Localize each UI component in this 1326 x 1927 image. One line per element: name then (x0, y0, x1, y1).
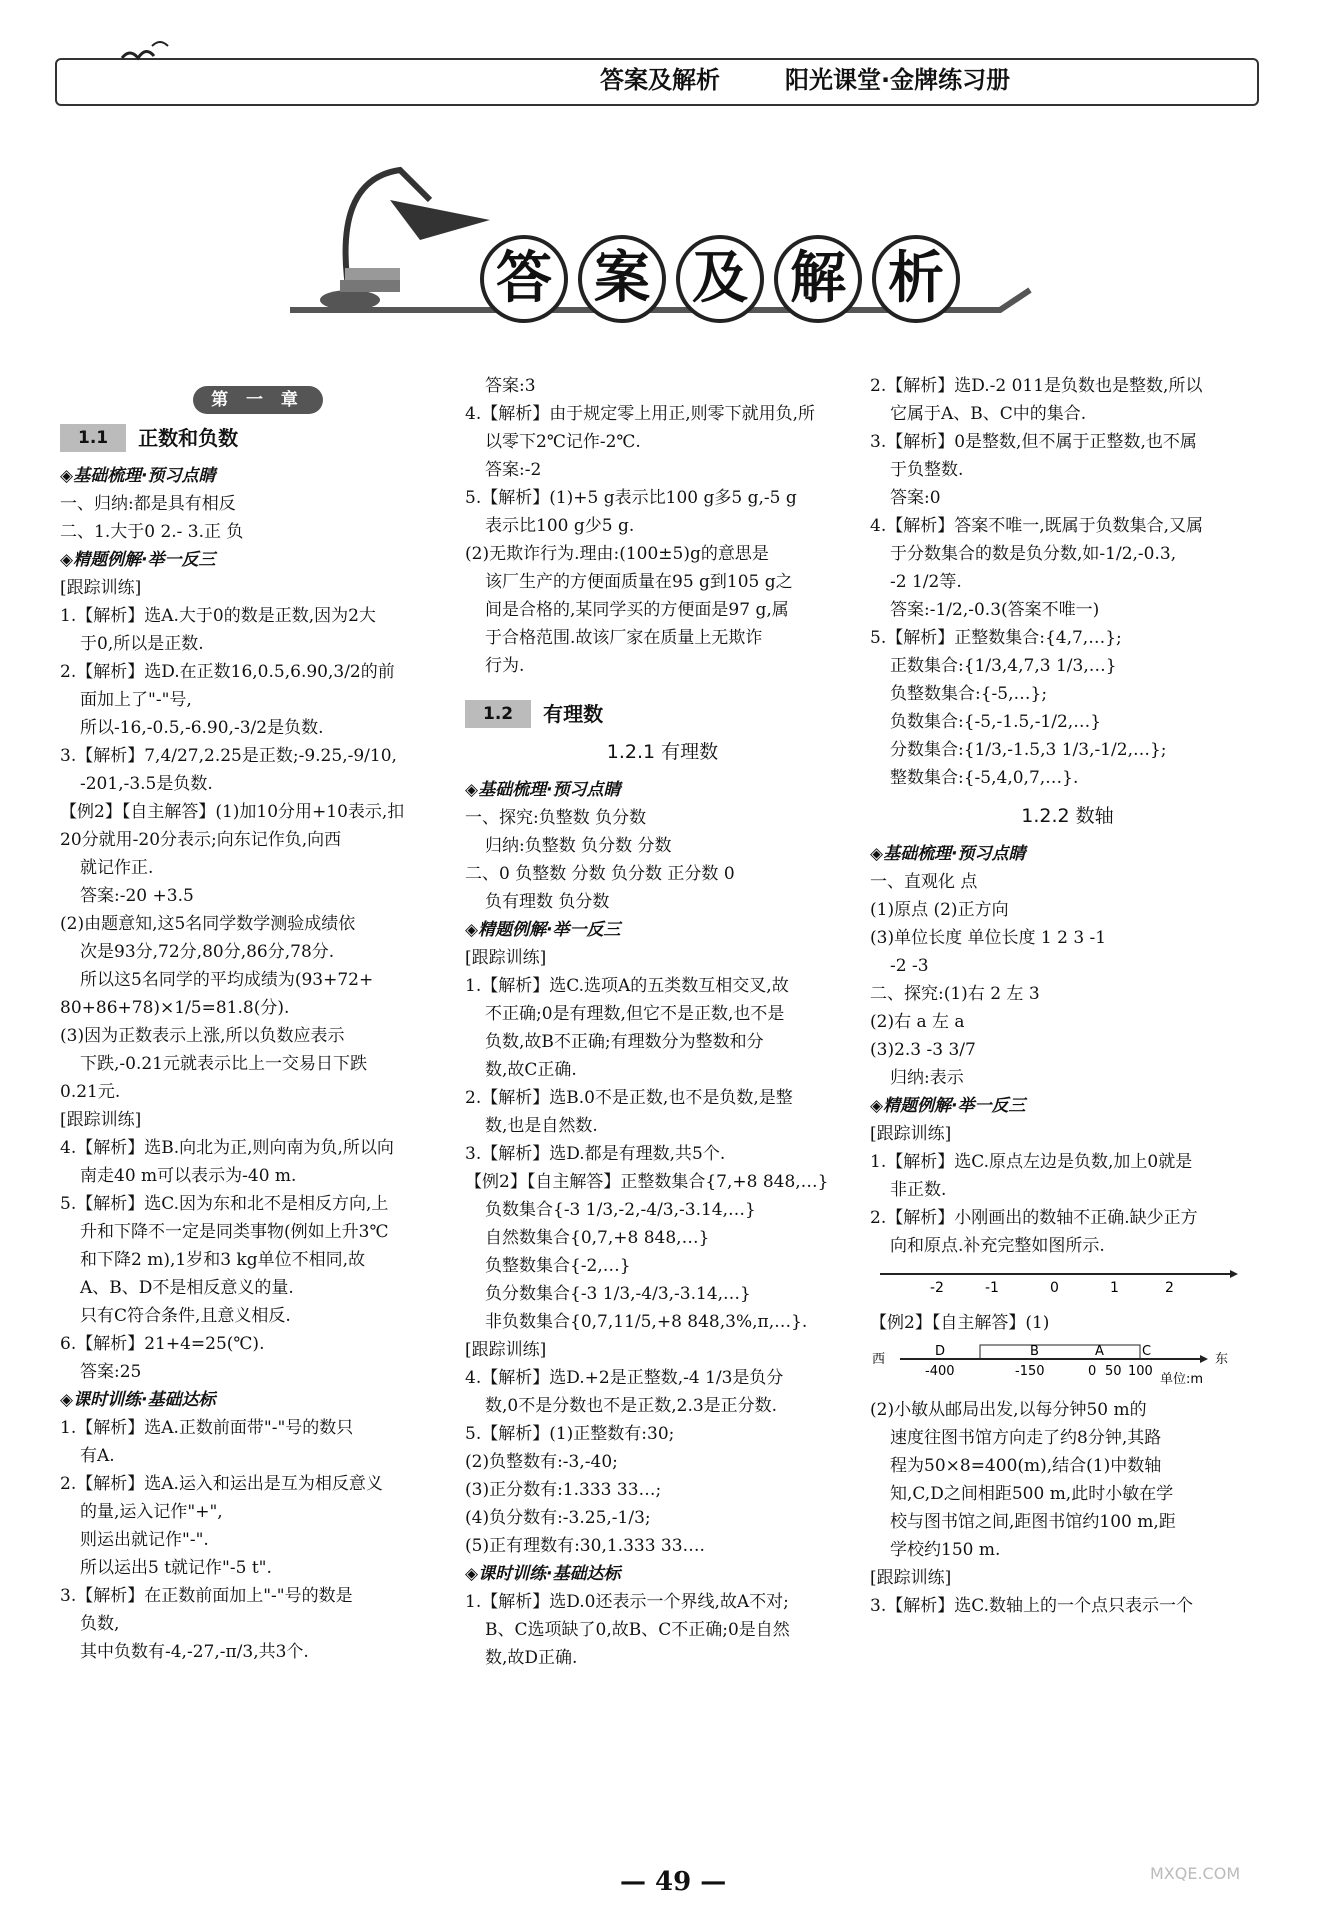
text-line: 4.【解析】答案不唯一,既属于负数集合,又属 (870, 516, 1204, 536)
text-line: 该厂生产的方便面质量在95 g到105 g之 (485, 572, 793, 592)
text-line: 知,C,D之间相距500 m,此时小敏在学 (890, 1484, 1174, 1504)
text-line: [跟踪训练] (465, 948, 547, 968)
watermark: MXQE.COM (1150, 1864, 1241, 1883)
chapter-title: 第 一 章 (193, 386, 323, 414)
column-3 (870, 372, 1265, 1620)
books-icon (340, 280, 400, 292)
text-line: 有A. (80, 1446, 115, 1466)
axis-tick-label: 0 (1050, 1280, 1059, 1296)
text-line: 间是合格的,某同学买的方便面是97 g,属 (485, 600, 789, 620)
text-line: 正数集合:{1/3,4,7,3 1/3,…} (890, 656, 1117, 676)
text-line: 于合格范围.故该厂家在质量上无欺诈 (485, 628, 763, 648)
text-line: 3.【解析】选C.数轴上的一个点只表示一个 (870, 1596, 1194, 1616)
text-line: 程为50×8=400(m),结合(1)中数轴 (890, 1456, 1162, 1476)
text-line: 0.21元. (60, 1082, 121, 1102)
point-label: A (1095, 1344, 1104, 1359)
text-line: 就记作正. (80, 858, 154, 878)
text-line: 所以-16,-0.5,-6.90,-3/2是负数. (80, 718, 324, 738)
text-line: [跟踪训练] (60, 578, 142, 598)
text-line: 负数, (80, 1614, 120, 1634)
text-line: 4.【解析】选B.向北为正,则向南为负,所以向 (60, 1138, 394, 1158)
header-right: 阳光课堂·金牌练习册 (785, 66, 1011, 94)
text-line: ◈课时训练·基础达标 (60, 1390, 216, 1410)
text-line: 数,故D正确. (485, 1648, 578, 1668)
text-block (465, 776, 860, 1672)
unit-label: 单位:m (1160, 1372, 1204, 1387)
column-2 (465, 372, 860, 1672)
text-line: (3)因为正数表示上涨,所以负数应表示 (60, 1026, 345, 1046)
text-line: (2)右 a 左 a (870, 1012, 965, 1032)
text-line: 3.【解析】0是整数,但不属于正整数,也不属 (870, 432, 1197, 452)
text-line: 5.【解析】(1)+5 g表示比100 g多5 g,-5 g (465, 488, 797, 508)
text-line: 它属于A、B、C中的集合. (890, 404, 1087, 424)
text-line: 下跌,-0.21元就表示比上一交易日下跌 (80, 1054, 367, 1074)
text-line: ◈精题例解·举一反三 (465, 920, 621, 940)
text-line: 答案:25 (80, 1362, 142, 1382)
text-line: 表示比100 g少5 g. (485, 516, 635, 536)
text-line: 2.【解析】选B.0不是正数,也不是负数,是整 (465, 1088, 793, 1108)
text-block (870, 1396, 1265, 1620)
point-label: D (935, 1344, 946, 1359)
text-line: 分数集合:{1/3,-1.5,3 1/3,-1/2,…}; (890, 740, 1167, 760)
text-line: 负整数集合:{-5,…}; (890, 684, 1048, 704)
big-title (480, 235, 960, 323)
text-line: 【例2】【自主解答】(1)加10分用+10表示,扣 (60, 802, 405, 822)
text-line: 负整数集合{-2,…} (485, 1256, 631, 1276)
section-heading (60, 424, 455, 452)
text-line: 4.【解析】由于规定零上用正,则零下就用负,所 (465, 404, 816, 424)
text-line: (2)负整数有:-3,-40; (465, 1452, 618, 1472)
text-block (465, 372, 860, 680)
text-line: 于分数集合的数是负分数,如-1/2,-0.3, (890, 544, 1177, 564)
axis-tick-label: -150 (1015, 1364, 1045, 1379)
text-line: 1.【解析】选A.正数前面带"-"号的数只 (60, 1418, 354, 1438)
text-line: 80+86+78)×1/5=81.8(分). (60, 998, 290, 1018)
text-line: [跟踪训练] (465, 1340, 547, 1360)
text-line: 速度往图书馆方向走了约8分钟,其路 (890, 1428, 1162, 1448)
text-line: 向和原点.补充完整如图所示. (890, 1236, 1105, 1256)
text-line: 2.【解析】选D.-2 011是负数也是整数,所以 (870, 376, 1203, 396)
point-label: B (1030, 1344, 1039, 1359)
text-line: 以零下2℃记作-2℃. (485, 432, 641, 452)
text-line: 的量,运入记作"+", (80, 1502, 223, 1522)
text-line: 非正数. (890, 1180, 947, 1200)
text-line: 和下降2 m),1岁和3 kg单位不相同,故 (80, 1250, 365, 1270)
text-line: -2 1/2等. (890, 572, 962, 592)
east-label: 东 (1215, 1352, 1229, 1367)
text-line: 自然数集合{0,7,+8 848,…} (485, 1228, 710, 1248)
text-line: 归纳:负整数 负分数 分数 (485, 836, 672, 856)
text-line: (3)正分数有:1.333 33…; (465, 1480, 662, 1500)
section-number: 1.2 (465, 700, 531, 728)
text-block (870, 372, 1265, 792)
text-line: 不正确;0是有理数,但它不是正数,也不是 (485, 1004, 785, 1024)
text-line: 则运出就记作"-". (80, 1530, 209, 1550)
text-line: 面加上了"-"号, (80, 690, 192, 710)
text-line: 二、0 负整数 分数 负分数 正分数 0 (465, 864, 735, 884)
text-line: 负有理数 负分数 (485, 892, 610, 912)
text-line: 数,也是自然数. (485, 1116, 598, 1136)
text-line: ◈基础梳理·预习点睛 (870, 844, 1026, 864)
text-line: 一、探究:负整数 负分数 (465, 808, 647, 828)
text-line: 二、1.大于0 2.- 3.正 负 (60, 522, 244, 542)
text-line: 次是93分,72分,80分,86分,78分. (80, 942, 335, 962)
section-number: 1.1 (60, 424, 126, 452)
text-line: 升和下降不一定是同类事物(例如上升3℃ (80, 1222, 389, 1242)
text-line: 5.【解析】选C.因为东和北不是相反方向,上 (60, 1194, 389, 1214)
axis-tick-label: 1 (1110, 1280, 1119, 1296)
axis-tick-label: -1 (985, 1280, 999, 1296)
axis-tick-label: 100 (1128, 1364, 1153, 1379)
text-line: ◈基础梳理·预习点睛 (60, 466, 216, 486)
title-char: 析 (872, 235, 960, 323)
text-line: 5.【解析】正整数集合:{4,7,…}; (870, 628, 1122, 648)
title-char: 答 (480, 235, 568, 323)
text-line: 4.【解析】选D.+2是正整数,-4 1/3是负分 (465, 1368, 784, 1388)
text-line: (3)单位长度 单位长度 1 2 3 -1 (870, 928, 1107, 948)
text-line: 20分就用-20分表示;向东记作负,向西 (60, 830, 342, 850)
text-line: A、B、D不是相反意义的量. (80, 1278, 294, 1298)
text-line: 数,故C正确. (485, 1060, 577, 1080)
text-line: 2.【解析】选D.在正数16,0.5,6.90,3/2的前 (60, 662, 395, 682)
text-line: 答案:3 (485, 376, 536, 396)
text-line: 负分数集合{-3 1/3,-4/3,-3.14,…} (485, 1284, 751, 1304)
example-label: 【例2】【自主解答】(1) (870, 1313, 1050, 1333)
text-line: 1.【解析】选D.0还表示一个界线,故A不对; (465, 1592, 789, 1612)
text-line: [跟踪训练] (60, 1110, 142, 1130)
text-line: 所以运出5 t就记作"-5 t". (80, 1558, 272, 1578)
text-line: (2)小敏从邮局出发,以每分钟50 m的 (870, 1400, 1147, 1420)
text-line: (2)由题意知,这5名同学数学测验成绩依 (60, 914, 356, 934)
subsection-title: 1.2.2 数轴 (1021, 805, 1114, 827)
point-label: C (1142, 1344, 1152, 1359)
text-line: 整数集合:{-5,4,0,7,…}. (890, 768, 1079, 788)
number-line-1 (870, 1260, 1240, 1300)
axis-tick-label: 2 (1165, 1280, 1174, 1296)
text-line: [跟踪训练] (870, 1124, 952, 1144)
text-line: 一、归纳:都是具有相反 (60, 494, 236, 514)
text-line: 答案:-1/2,-0.3(答案不唯一) (890, 600, 1100, 620)
text-line: 答案:-2 (485, 460, 542, 480)
text-line: (4)负分数有:-3.25,-1/3; (465, 1508, 651, 1528)
text-line: ◈课时训练·基础达标 (465, 1564, 621, 1584)
text-line: 【例2】【自主解答】正整数集合{7,+8 848,…} (465, 1172, 829, 1192)
text-block (60, 462, 455, 1666)
text-line: 校与图书馆之间,距图书馆约100 m,距 (890, 1512, 1176, 1532)
text-block (870, 840, 1265, 1260)
text-line: 二、探究:(1)右 2 左 3 (870, 984, 1040, 1004)
axis-tick-label: 0 (1088, 1364, 1097, 1379)
section-heading (465, 700, 860, 728)
text-line: [跟踪训练] (870, 1568, 952, 1588)
text-line: 答案:-20 +3.5 (80, 886, 194, 906)
text-line: 学校约150 m. (890, 1540, 1001, 1560)
text-line: 3.【解析】在正数前面加上"-"号的数是 (60, 1586, 353, 1606)
axis-tick-label: -400 (925, 1364, 955, 1379)
text-line: (5)正有理数有:30,1.333 33…. (465, 1536, 705, 1556)
text-line: 1.【解析】选C.选项A的五类数互相交叉,故 (465, 976, 789, 996)
text-line: 1.【解析】选C.原点左边是负数,加上0就是 (870, 1152, 1193, 1172)
text-line: 数,0不是分数也不是正数,2.3是正分数. (485, 1396, 778, 1416)
text-line: 负数,故B不正确;有理数分为整数和分 (485, 1032, 764, 1052)
axis-tick-label: -2 (930, 1280, 944, 1296)
text-line: 一、直观化 点 (870, 872, 978, 892)
text-line: 3.【解析】选D.都是有理数,共5个. (465, 1144, 726, 1164)
subsection-title: 1.2.1 有理数 (606, 741, 719, 763)
text-line: 2.【解析】选A.运入和运出是互为相反意义 (60, 1474, 383, 1494)
text-line: 负数集合:{-5,-1.5,-1/2,…} (890, 712, 1102, 732)
text-line: 于0,所以是正数. (80, 634, 204, 654)
text-line: 于负整数. (890, 460, 964, 480)
text-line: 答案:0 (890, 488, 941, 508)
text-line: (1)原点 (2)正方向 (870, 900, 1009, 920)
text-line: 所以这5名同学的平均成绩为(93+72+ (80, 970, 374, 990)
text-line: 6.【解析】21+4=25(℃). (60, 1334, 265, 1354)
header-left: 答案及解析 (600, 66, 720, 94)
text-line: 5.【解析】(1)正整数有:30; (465, 1424, 675, 1444)
number-line-2 (870, 1337, 1240, 1387)
text-line: -2 -3 (890, 956, 929, 976)
text-line: 归纳:表示 (890, 1068, 964, 1088)
text-line: ◈精题例解·举一反三 (60, 550, 216, 570)
text-line: 只有C符合条件,且意义相反. (80, 1306, 291, 1326)
text-line: 行为. (485, 656, 525, 676)
axis-tick-label: 50 (1105, 1364, 1122, 1379)
text-line: 负数集合{-3 1/3,-2,-4/3,-3.14,…} (485, 1200, 756, 1220)
birds-icon (120, 38, 180, 68)
page-number: — 49 — (620, 1867, 727, 1897)
column-1 (60, 372, 455, 1666)
text-line: 其中负数有-4,-27,-π/3,共3个. (80, 1642, 309, 1662)
section-title: 正数和负数 (138, 426, 239, 450)
title-char: 及 (676, 235, 764, 323)
text-line: 3.【解析】7,4/27,2.25是正数;-9.25,-9/10, (60, 746, 397, 766)
text-line: 南走40 m可以表示为-40 m. (80, 1166, 297, 1186)
title-char: 案 (578, 235, 666, 323)
west-label: 西 (872, 1352, 886, 1367)
section-title: 有理数 (543, 702, 604, 726)
text-line: (2)无欺诈行为.理由:(100±5)g的意思是 (465, 544, 769, 564)
text-line: ◈基础梳理·预习点睛 (465, 780, 621, 800)
text-line: B、C选项缺了0,故B、C不正确;0是自然 (485, 1620, 790, 1640)
text-line: ◈精题例解·举一反三 (870, 1096, 1026, 1116)
text-line: 2.【解析】小刚画出的数轴不正确.缺少正方 (870, 1208, 1198, 1228)
text-line: (3)2.3 -3 3/7 (870, 1040, 976, 1060)
text-line: 非负数集合{0,7,11/5,+8 848,3%,π,…}. (485, 1312, 808, 1332)
text-line: 1.【解析】选A.大于0的数是正数,因为2大 (60, 606, 376, 626)
text-line: -201,-3.5是负数. (80, 774, 213, 794)
title-char: 解 (774, 235, 862, 323)
